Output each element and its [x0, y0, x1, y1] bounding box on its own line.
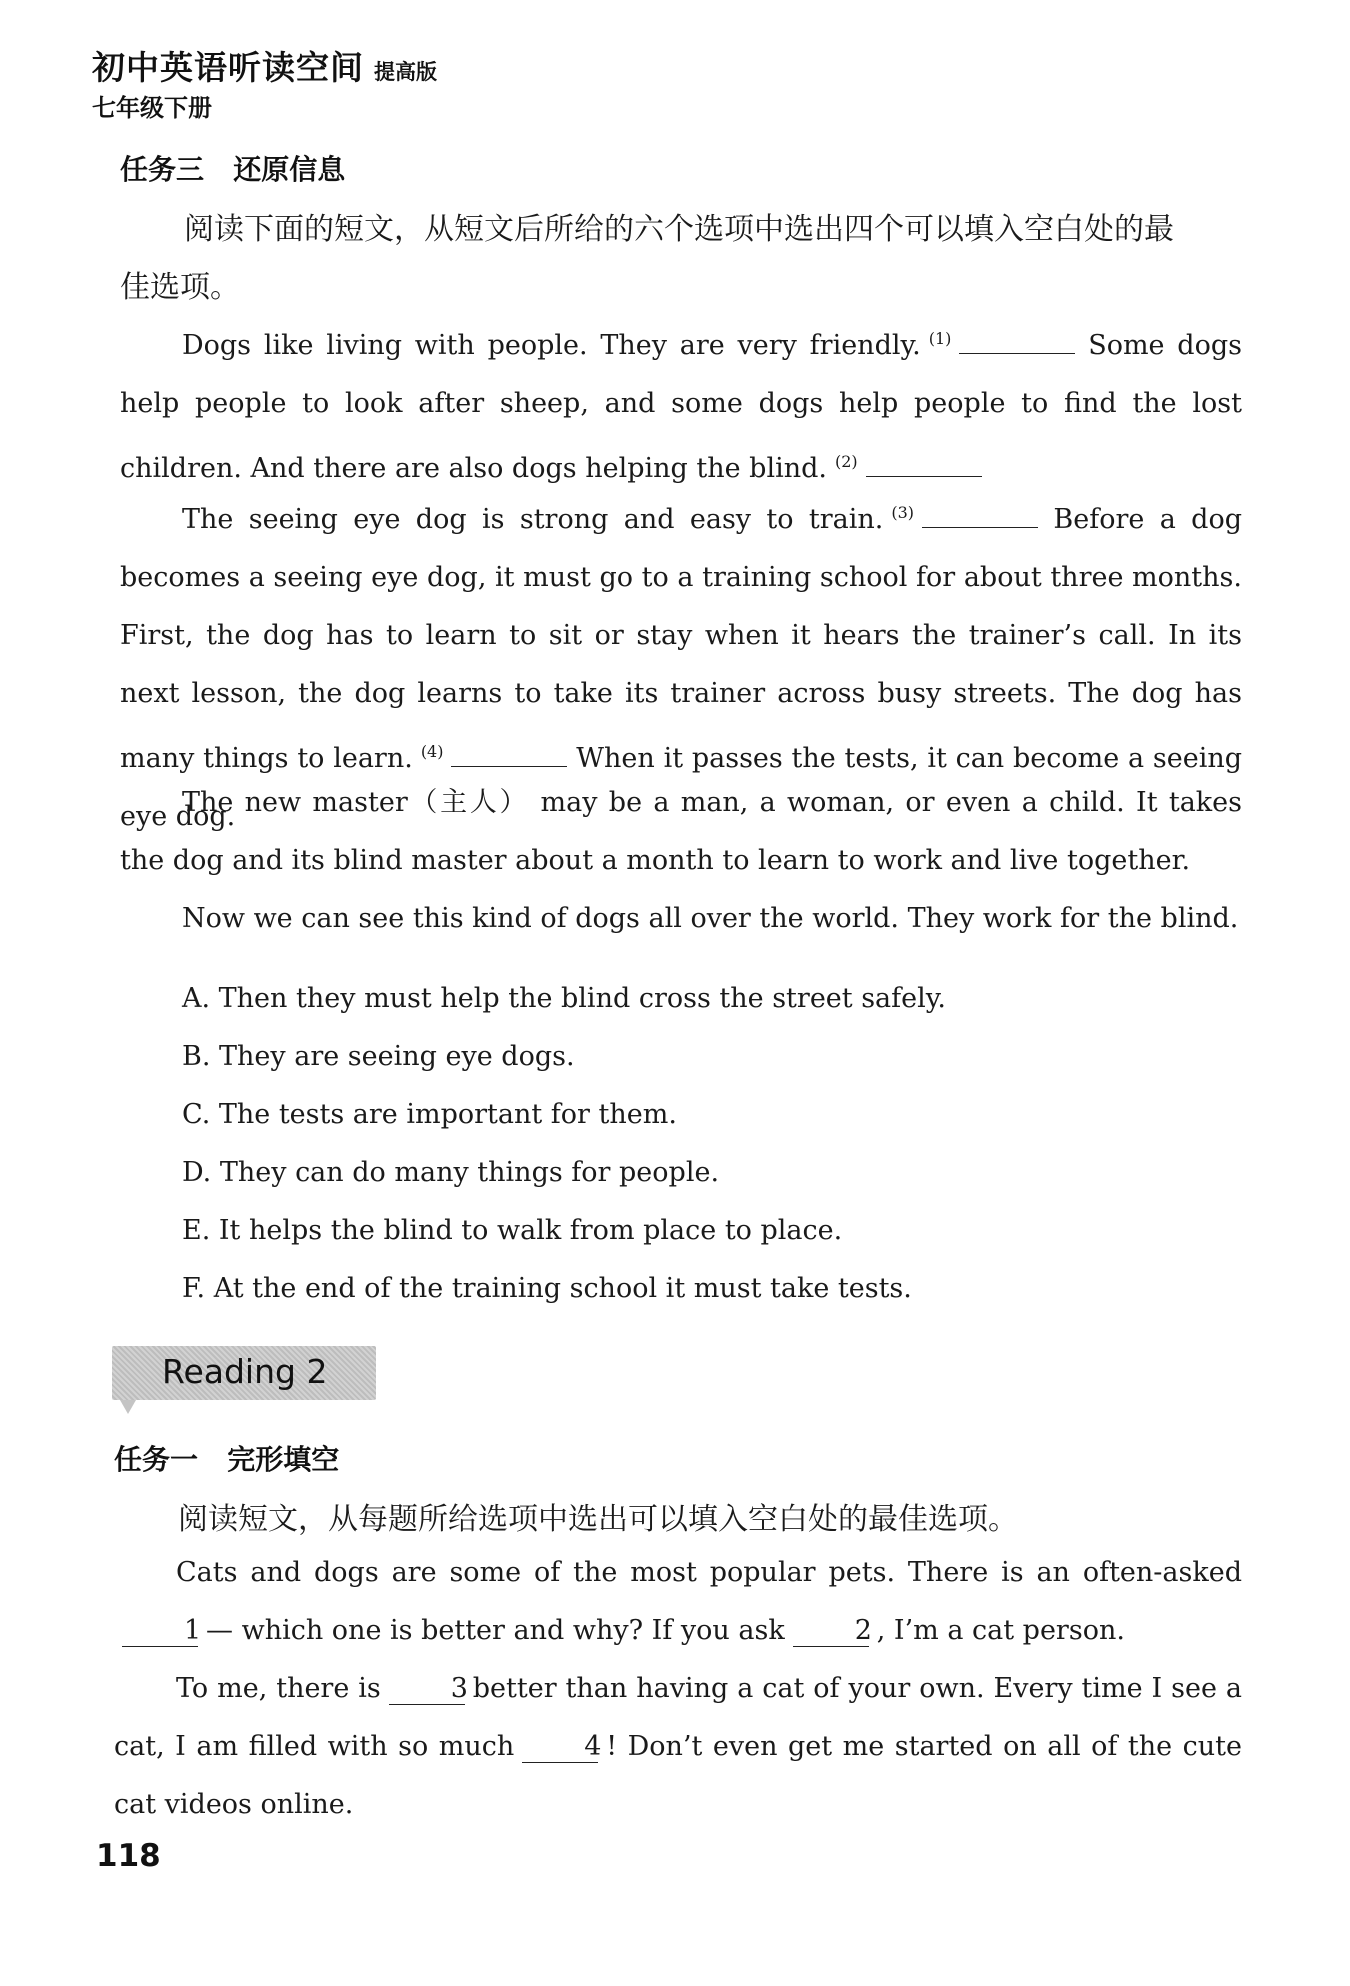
text-run: Dogs like living with people. They are very friendly.: [182, 330, 921, 361]
option-d: D. They can do many things for people.: [182, 1157, 720, 1188]
text-run: ! Don’t even get me started on all of the cute cat videos online.: [114, 1731, 1242, 1820]
task3-paragraph-1: [120, 310, 1242, 498]
task3-options: [182, 970, 946, 1318]
book-title: [92, 42, 437, 89]
cloze-blank-4[interactable]: 4: [522, 1732, 598, 1763]
blank-number: (4): [420, 742, 444, 761]
text-run: Some dogs help people to look after sheep, and some dogs help people to find the lost children. And there are also dogs helping the blind.: [120, 330, 1242, 484]
reading2-instruction: 阅读短文，从每题所给选项中选出可以填入空白处的最佳选项。: [178, 1502, 1018, 1537]
task3-instruction-line1: 阅读下面的短文，从短文后所给的六个选项中选出四个可以填入空白处的最: [184, 212, 1174, 247]
text-run: Cats and dogs are some of the most popular pets. There is an often-asked: [176, 1557, 1242, 1588]
option-e: E. It helps the blind to walk from place to place.: [182, 1215, 843, 1246]
task3-heading: 任务三 还原信息: [120, 153, 346, 186]
task3-paragraph-4: Now we can see this kind of dogs all over the world. They work for the blind.: [182, 903, 1239, 934]
option-b: B. They are seeing eye dogs.: [182, 1041, 575, 1072]
answer-blank-3[interactable]: [922, 505, 1038, 528]
answer-blank-4[interactable]: [451, 744, 567, 767]
answer-blank-1[interactable]: [959, 331, 1075, 354]
answer-blank-2[interactable]: [866, 454, 982, 477]
text-run: — which one is better and why? If you ask: [206, 1615, 785, 1646]
blank-number: (2): [834, 452, 858, 471]
text-run: , I’m a cat person.: [876, 1615, 1125, 1646]
book-edition: 提高版: [374, 60, 437, 84]
option-f: F. At the end of the training school it must take tests.: [182, 1273, 912, 1304]
text-run: better than having a cat of your own. Every time I see a cat, I am filled with so much: [114, 1673, 1242, 1762]
task3-paragraph-3: The new master（主人） may be a man, a woman, or even a child. It takes the dog and its blind master about a month to learn to work and live together.: [120, 787, 1242, 876]
option-a: A. Then they must help the blind cross the street safely.: [182, 983, 947, 1014]
cloze-blank-2[interactable]: 2: [793, 1616, 869, 1647]
blank-number: (3): [891, 503, 915, 522]
reading2-task1-heading: 任务一 完形填空: [114, 1443, 340, 1476]
cloze-blank-1[interactable]: 1: [122, 1616, 198, 1647]
reading2-banner: [112, 1346, 376, 1400]
blank-number: (1): [928, 329, 952, 348]
reading2-paragraph-1: [114, 1544, 1242, 1660]
book-title-text: 初中英语听读空间: [92, 48, 364, 87]
text-run: The seeing eye dog is strong and easy to train.: [182, 504, 884, 535]
cloze-blank-3[interactable]: 3: [389, 1674, 465, 1705]
text-run: When it passes the tests, it can become a seeing eye dog.: [120, 743, 1242, 832]
reading2-label: Reading 2: [162, 1352, 328, 1391]
page-number: 118: [96, 1838, 161, 1874]
book-grade: 七年级下册: [92, 94, 212, 122]
option-c: C. The tests are important for them.: [182, 1099, 677, 1130]
text-run: To me, there is: [176, 1673, 381, 1704]
text-run: Before a dog becomes a seeing eye dog, it must go to a training school for about three months. First, the dog has to learn to sit or stay when it hears the trainer’s call. In its next lesson, the dog learns to take its trainer across busy streets. The dog has many things to learn.: [120, 504, 1242, 774]
task3-instruction-line2: 佳选项。: [120, 270, 240, 305]
reading2-paragraph-2: [114, 1660, 1242, 1834]
